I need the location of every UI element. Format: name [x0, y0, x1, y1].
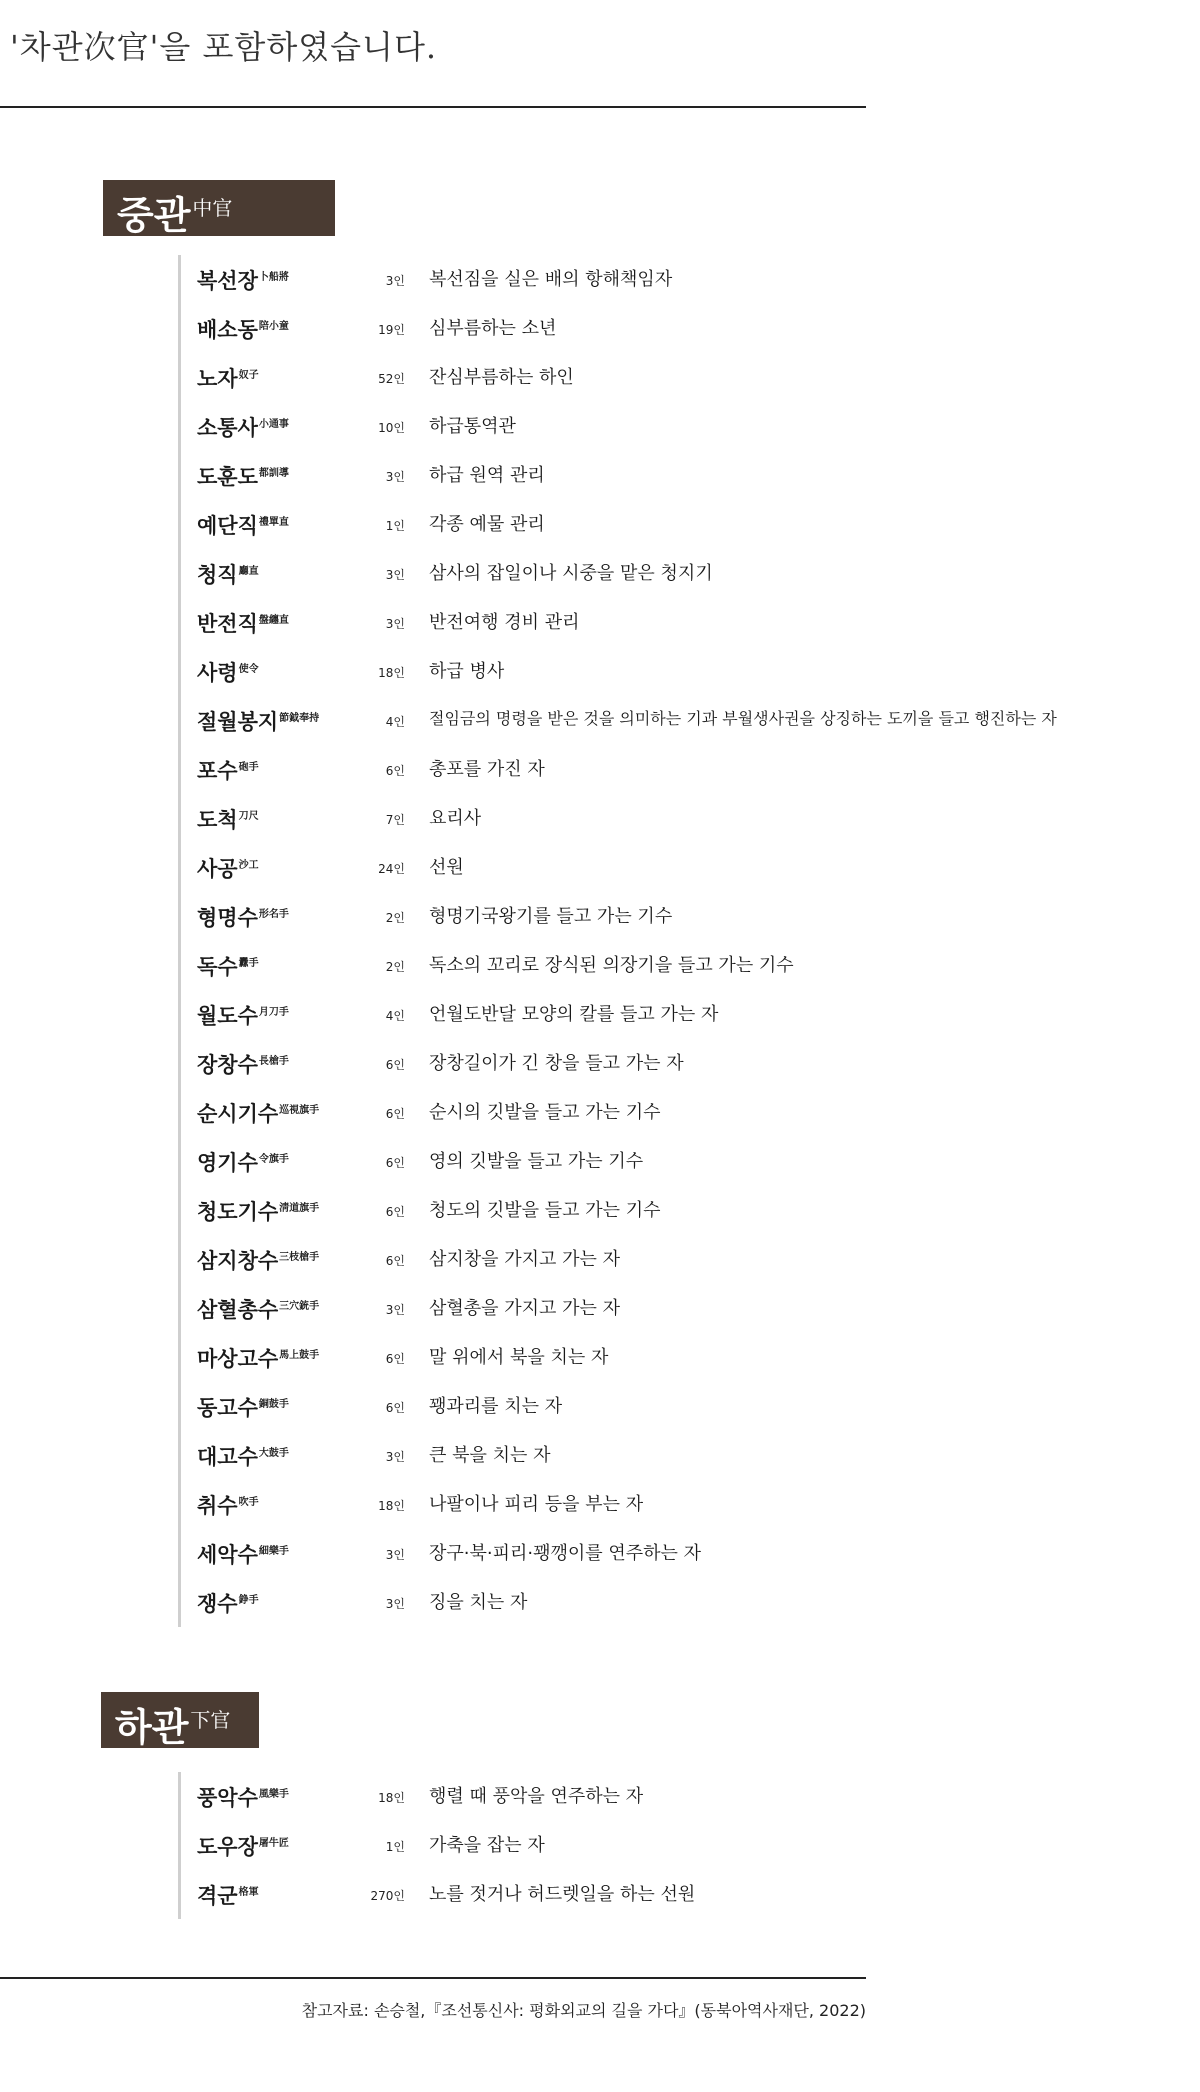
- role-description: 잔심부름하는 하인: [429, 367, 574, 388]
- role-name: [197, 706, 319, 736]
- role-count: 19인: [378, 323, 405, 337]
- role-name: [197, 755, 259, 785]
- role-name-text: 월도수: [197, 1004, 258, 1028]
- role-count: 7인: [385, 813, 405, 827]
- role-name-hanja: 大鼓手: [258, 1448, 289, 1459]
- table-row: [197, 402, 917, 451]
- role-count: 3인: [385, 1548, 405, 1562]
- role-name: [197, 1000, 289, 1030]
- role-description: 말 위에서 북을 치는 자: [429, 1347, 609, 1368]
- table-row: [197, 1529, 917, 1578]
- role-description: 삼혈총을 가지고 가는 자: [429, 1298, 621, 1319]
- role-count: 3인: [385, 1597, 405, 1611]
- role-description: 하급 원역 관리: [429, 465, 545, 486]
- role-name: [197, 1098, 319, 1128]
- role-count: 6인: [385, 1058, 405, 1072]
- role-name: [197, 1441, 289, 1471]
- role-name-hanja: 細樂手: [258, 1546, 289, 1557]
- role-description: 각종 예물 관리: [429, 514, 545, 535]
- role-name: [197, 1880, 259, 1910]
- role-name-hanja: 都訓導: [258, 468, 289, 479]
- role-name-hanja: 形名手: [258, 909, 289, 920]
- role-name-hanja: 節鉞奉持: [279, 713, 320, 724]
- table-row: [197, 941, 917, 990]
- role-name-hanja: 巡視旗手: [279, 1105, 320, 1116]
- table-row: [197, 1186, 917, 1235]
- table-row: [197, 990, 917, 1039]
- table-row: [197, 353, 917, 402]
- role-count: 3인: [385, 617, 405, 631]
- role-count: 6인: [385, 1401, 405, 1415]
- role-name-text: 취수: [197, 1494, 238, 1518]
- role-name-hanja: 陪小童: [258, 321, 289, 332]
- role-count: 3인: [385, 568, 405, 582]
- role-description: 형명기국왕기를 들고 가는 기수: [429, 906, 673, 927]
- role-name-hanja: 格軍: [238, 1887, 259, 1898]
- role-description: 행렬 때 풍악을 연주하는 자: [429, 1786, 644, 1807]
- table-row: [197, 892, 917, 941]
- role-name: [197, 853, 259, 883]
- role-name: [197, 1782, 289, 1812]
- role-name: [197, 1294, 319, 1324]
- table-row: [197, 1284, 917, 1333]
- table-row: [197, 304, 917, 353]
- role-name-hanja: 三枝槍手: [279, 1252, 320, 1263]
- role-name-hanja: 卜船將: [258, 272, 289, 283]
- role-description: 하급통역관: [429, 416, 516, 437]
- role-name-text: 삼지창수: [197, 1249, 279, 1273]
- table-row: [197, 843, 917, 892]
- role-name: [197, 1831, 289, 1861]
- role-name-text: 격군: [197, 1884, 238, 1908]
- role-description: 나팔이나 피리 등을 부는 자: [429, 1494, 644, 1515]
- role-name: [197, 1343, 319, 1373]
- role-name-text: 세악수: [197, 1543, 258, 1567]
- role-name-hanja: 盤纏直: [258, 615, 289, 626]
- top-divider: [0, 106, 866, 108]
- role-name: [197, 1196, 319, 1226]
- role-count: 3인: [385, 274, 405, 288]
- role-count: 18인: [378, 1499, 405, 1513]
- role-name: [197, 510, 289, 540]
- role-count: 24인: [378, 862, 405, 876]
- role-count: 2인: [385, 960, 405, 974]
- role-name-text: 포수: [197, 759, 238, 783]
- role-name-text: 사령: [197, 661, 238, 685]
- table-row: [197, 794, 917, 843]
- role-description: 삼사의 잡일이나 시중을 맡은 청지기: [429, 563, 713, 584]
- role-count: 2인: [385, 911, 405, 925]
- role-name-text: 배소동: [197, 318, 258, 342]
- table-row: [197, 1772, 917, 1821]
- role-description: 독소의 꼬리로 장식된 의장기을 들고 가는 기수: [429, 955, 794, 976]
- table-row: [197, 598, 917, 647]
- role-name-text: 사공: [197, 857, 238, 881]
- role-count: 3인: [385, 470, 405, 484]
- role-count: 18인: [378, 666, 405, 680]
- role-name: [197, 902, 289, 932]
- role-count: 3인: [385, 1450, 405, 1464]
- role-count: 1인: [385, 1840, 405, 1854]
- role-description: 장창길이가 긴 창을 들고 가는 자: [429, 1053, 684, 1074]
- role-description: 노를 젓거나 허드렛일을 하는 선원: [429, 1884, 696, 1905]
- role-description: 하급 병사: [429, 661, 505, 682]
- role-name: [197, 608, 289, 638]
- role-name-hanja: 錚手: [238, 1595, 259, 1606]
- section-title-middle-officials: [103, 180, 335, 236]
- reference-note: 참고자료: 손승철,『조선통신사: 평화외교의 길을 가다』(동북아역사재단, 2022): [301, 2001, 866, 2020]
- role-name: [197, 1245, 319, 1275]
- section-title-lower-officials: [101, 1692, 259, 1748]
- role-name: [197, 265, 289, 295]
- table-row: [197, 745, 917, 794]
- section-title-hanja: 中官: [192, 196, 233, 220]
- table-row: [197, 1821, 917, 1870]
- table-row: [197, 696, 1057, 745]
- role-description: 절임금의 명령을 받은 것을 의미하는 기과 부월생사권을 상징하는 도끼을 들고 행진하는 자: [429, 709, 1057, 728]
- role-name-hanja: 馬上鼓手: [279, 1350, 320, 1361]
- role-name: [197, 657, 259, 687]
- role-name: [197, 951, 259, 981]
- role-name-text: 소통사: [197, 416, 258, 440]
- role-name-hanja: 銅鼓手: [258, 1399, 289, 1410]
- role-name-text: 도훈도: [197, 465, 258, 489]
- role-count: 6인: [385, 1352, 405, 1366]
- role-count: 10인: [378, 421, 405, 435]
- role-name-hanja: 禮單直: [258, 517, 289, 528]
- table-row: [197, 1431, 917, 1480]
- table-row: [197, 500, 917, 549]
- role-description: 언월도반달 모양의 칼를 들고 가는 자: [429, 1004, 719, 1025]
- table-row: [197, 1870, 917, 1919]
- role-name-text: 청도기수: [197, 1200, 279, 1224]
- role-count: 52인: [378, 372, 405, 386]
- role-name-text: 영기수: [197, 1151, 258, 1175]
- role-count: 4인: [385, 715, 405, 729]
- role-name-text: 삼혈총수: [197, 1298, 279, 1322]
- role-name-hanja: 沙工: [238, 860, 259, 871]
- role-count: 1인: [385, 519, 405, 533]
- role-name-hanja: 奴子: [238, 370, 259, 381]
- role-name-text: 도우장: [197, 1835, 258, 1859]
- role-name: [197, 1147, 289, 1177]
- role-name-hanja: 風樂手: [258, 1789, 289, 1800]
- role-description: 징을 치는 자: [429, 1592, 528, 1613]
- role-description: 장구·북·피리·꽹깽이를 연주하는 자: [429, 1543, 702, 1564]
- role-name-text: 형명수: [197, 906, 258, 930]
- role-description: 심부름하는 소년: [429, 318, 557, 339]
- role-name-text: 도척: [197, 808, 238, 832]
- role-name: [197, 559, 259, 589]
- role-name: [197, 314, 289, 344]
- role-count: 6인: [385, 1107, 405, 1121]
- role-count: 6인: [385, 764, 405, 778]
- middle-officials-table: [178, 255, 1057, 1627]
- role-name-hanja: 月刀手: [258, 1007, 289, 1018]
- role-name-hanja: 屠牛匠: [258, 1838, 289, 1849]
- role-name: [197, 1392, 289, 1422]
- role-description: 반전여행 경비 관리: [429, 612, 580, 633]
- role-count: 18인: [378, 1791, 405, 1805]
- role-name-hanja: 令旗手: [258, 1154, 289, 1165]
- role-description: 순시의 깃발을 들고 가는 기수: [429, 1102, 661, 1123]
- role-name: [197, 461, 289, 491]
- section-title-text: 하관: [115, 1704, 189, 1750]
- role-name-text: 쟁수: [197, 1592, 238, 1616]
- role-description: 꽹과리를 치는 자: [429, 1396, 563, 1417]
- table-row: [197, 1382, 917, 1431]
- role-name-hanja: 小通事: [258, 419, 289, 430]
- table-row: [197, 1333, 917, 1382]
- role-description: 복선짐을 실은 배의 항해책임자: [429, 269, 673, 290]
- role-name-hanja: 廳直: [238, 566, 259, 577]
- role-count: 6인: [385, 1254, 405, 1268]
- table-row: [197, 647, 917, 696]
- role-description: 청도의 깃발을 들고 가는 기수: [429, 1200, 661, 1221]
- role-description: 영의 깃발을 들고 가는 기수: [429, 1151, 644, 1172]
- section-title-hanja: 下官: [190, 1708, 231, 1732]
- section-title-text: 중관: [117, 192, 191, 238]
- table-row: [197, 549, 917, 598]
- role-name: [197, 1490, 259, 1520]
- role-name-hanja: 三穴銃手: [279, 1301, 320, 1312]
- lower-officials-table: [178, 1772, 917, 1919]
- role-name-text: 마상고수: [197, 1347, 279, 1371]
- role-name-text: 대고수: [197, 1445, 258, 1469]
- table-row: [197, 1088, 917, 1137]
- role-name: [197, 804, 259, 834]
- role-name-hanja: 刀尺: [238, 811, 259, 822]
- role-count: 4인: [385, 1009, 405, 1023]
- role-name-text: 청직: [197, 563, 238, 587]
- role-name-text: 풍악수: [197, 1786, 258, 1810]
- table-row: [197, 451, 917, 500]
- role-name-text: 복선장: [197, 269, 258, 293]
- role-name-text: 노자: [197, 367, 238, 391]
- role-count: 270인: [370, 1889, 405, 1903]
- role-name-hanja: 淸道旗手: [279, 1203, 320, 1214]
- role-name: [197, 1588, 259, 1618]
- role-name: [197, 363, 259, 393]
- table-row: [197, 1480, 917, 1529]
- role-name-text: 독수: [197, 955, 238, 979]
- role-name: [197, 412, 289, 442]
- role-name-hanja: 長槍手: [258, 1056, 289, 1067]
- role-name: [197, 1049, 289, 1079]
- table-row: [197, 1137, 917, 1186]
- role-name-text: 예단직: [197, 514, 258, 538]
- role-name: [197, 1539, 289, 1569]
- role-name-hanja: 吹手: [238, 1497, 259, 1508]
- table-row: [197, 1578, 917, 1627]
- role-description: 총포를 가진 자: [429, 759, 545, 780]
- table-row: [197, 1235, 917, 1284]
- table-row: [197, 1039, 917, 1088]
- role-name-text: 반전직: [197, 612, 258, 636]
- role-name-text: 절월봉지: [197, 710, 279, 734]
- intro-text: '차관次官'을 포함하였습니다.: [10, 28, 438, 66]
- bottom-divider: [0, 1977, 866, 1979]
- role-description: 가축을 잡는 자: [429, 1835, 545, 1856]
- role-name-text: 순시기수: [197, 1102, 279, 1126]
- role-count: 6인: [385, 1156, 405, 1170]
- role-description: 선원: [429, 857, 464, 878]
- role-count: 6인: [385, 1205, 405, 1219]
- table-row: [197, 255, 917, 304]
- role-name-hanja: 使令: [238, 664, 259, 675]
- role-description: 요리사: [429, 808, 482, 829]
- role-description: 삼지창을 가지고 가는 자: [429, 1249, 621, 1270]
- role-name-hanja: 砲手: [238, 762, 259, 773]
- role-name-hanja: 纛手: [238, 958, 259, 969]
- role-count: 3인: [385, 1303, 405, 1317]
- role-name-text: 장창수: [197, 1053, 258, 1077]
- role-name-text: 동고수: [197, 1396, 258, 1420]
- role-description: 큰 북을 치는 자: [429, 1445, 551, 1466]
